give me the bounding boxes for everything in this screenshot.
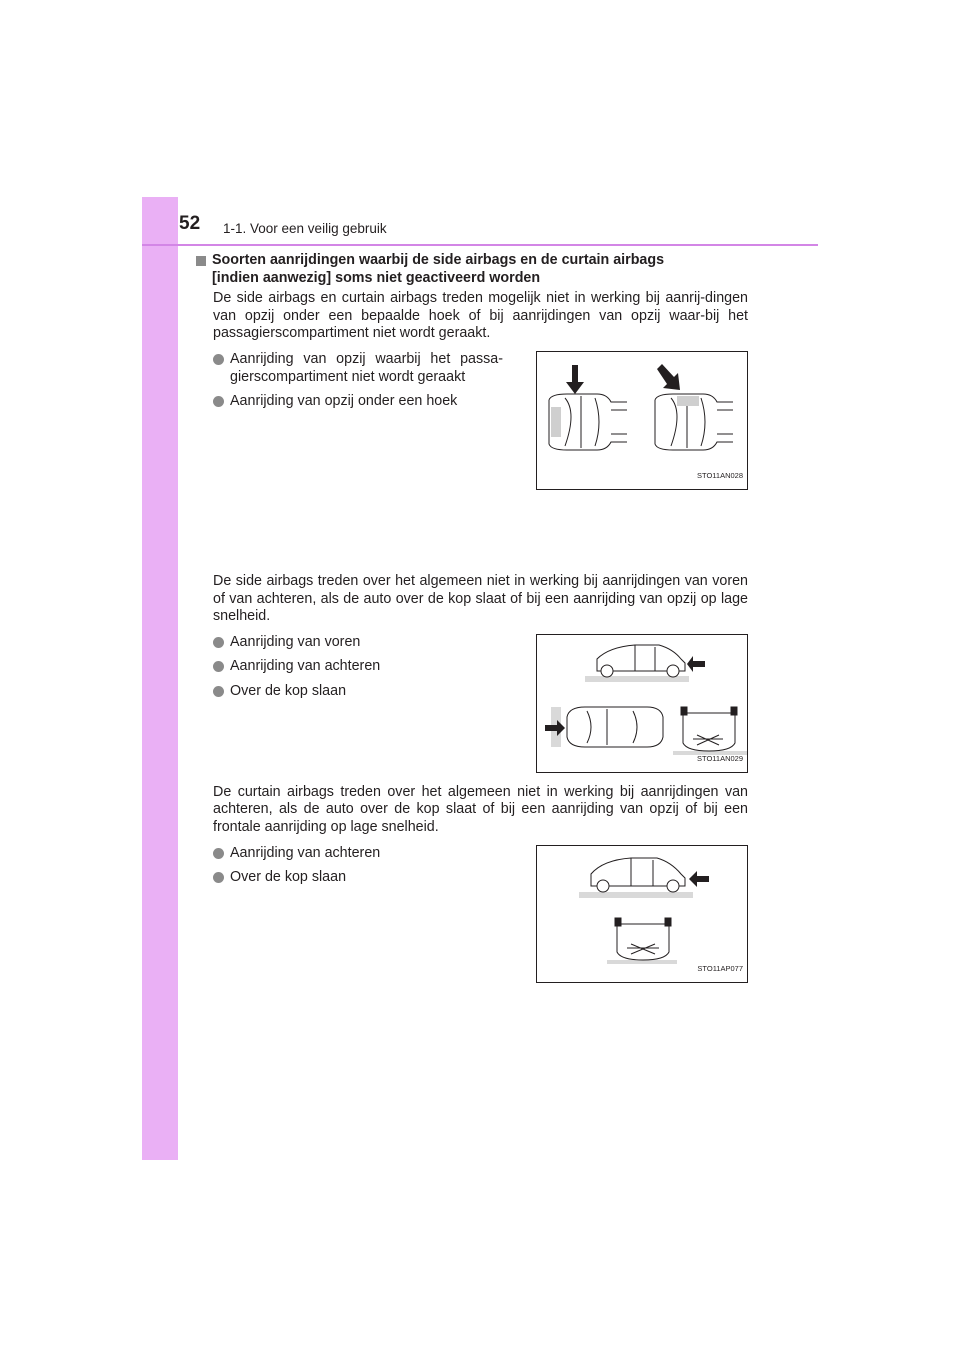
heading-line-1: Soorten aanrijdingen waarbij de side airbags en de curtain airbags: [212, 252, 665, 268]
car-top-view-icon: [549, 394, 627, 450]
figure-side-airbags: [536, 634, 748, 773]
side-tab-bar: [142, 197, 178, 1160]
bullet-list: [213, 634, 503, 701]
car-side-view-icon: [579, 858, 693, 898]
group-curtain-airbags: [213, 845, 748, 985]
list-item: Aanrijding van opzij onder een hoek: [213, 393, 503, 411]
section-title: 1-1. Voor een veilig gebruik: [223, 221, 387, 236]
paragraph-curtain-airbags: De curtain airbags treden over het algemeen niet in werking bij aanrijdingen van achteren, als de auto over de kop slaat of bij een aanrijding van opzij of bij een frontale aanrijding op lage snelheid.: [213, 783, 748, 835]
paragraph-side-airbags: De side airbags treden over het algemeen niet in werking bij aanrijdingen van voren of van achteren, als de auto over de kop slaat of bij een aanrijding van opzij op lage snelheid.: [213, 572, 748, 625]
bullet-dot-icon: [213, 872, 224, 883]
bullet-dot-icon: [213, 686, 224, 697]
bullet-dot-icon: [213, 637, 224, 648]
page-number: 52: [179, 213, 201, 234]
bullet-list: [213, 351, 503, 411]
intro-paragraph: De side airbags en curtain airbags treden mogelijk niet in werking bij aanrij-dingen van opzij onder een bepaalde hoek of bij aanrijdingen van opzij waar-bij het passagierscompartiment niet wordt geraakt.: [213, 290, 748, 342]
main-content: [196, 252, 748, 985]
bullet-dot-icon: [213, 661, 224, 672]
impact-arrow-icon: [687, 656, 705, 672]
car-top-view-icon: [655, 394, 733, 450]
impact-arrow-icon: [657, 364, 680, 390]
bullet-dot-icon: [213, 848, 224, 859]
header-rule: [142, 244, 818, 246]
list-item: Aanrijding van voren: [213, 634, 503, 652]
impact-arrow-icon: [689, 871, 709, 887]
figure-side-impact: [536, 351, 748, 490]
page-header: [142, 200, 818, 246]
figure-curtain-airbags: [536, 845, 748, 983]
car-top-view-icon: [551, 707, 663, 747]
bullet-dot-icon: [213, 354, 224, 365]
car-overturned-icon: [607, 918, 677, 964]
figure-code: STO11AN029: [697, 754, 743, 764]
list-item: Aanrijding van opzij waarbij het passa-gierscompartiment niet wordt geraakt: [213, 351, 503, 386]
bullet-dot-icon: [213, 396, 224, 407]
list-item: Over de kop slaan: [213, 683, 503, 701]
bullet-list: [213, 845, 503, 887]
group-side-airbags: [213, 634, 748, 784]
figure-code: STO11AP077: [697, 963, 743, 973]
group-side-impact: [213, 351, 748, 573]
square-bullet-icon: [196, 256, 206, 266]
car-overturned-icon: [673, 707, 747, 755]
heading-line-2: [indien aanwezig] soms niet geactiveerd worden: [212, 269, 541, 286]
section-heading: [196, 252, 748, 287]
car-side-view-icon: [585, 645, 689, 682]
figure-code: STO11AN028: [697, 471, 743, 481]
list-item: Aanrijding van achteren: [213, 658, 503, 676]
list-item: Aanrijding van achteren: [213, 845, 503, 863]
impact-arrow-icon: [566, 365, 584, 394]
list-item: Over de kop slaan: [213, 869, 503, 887]
